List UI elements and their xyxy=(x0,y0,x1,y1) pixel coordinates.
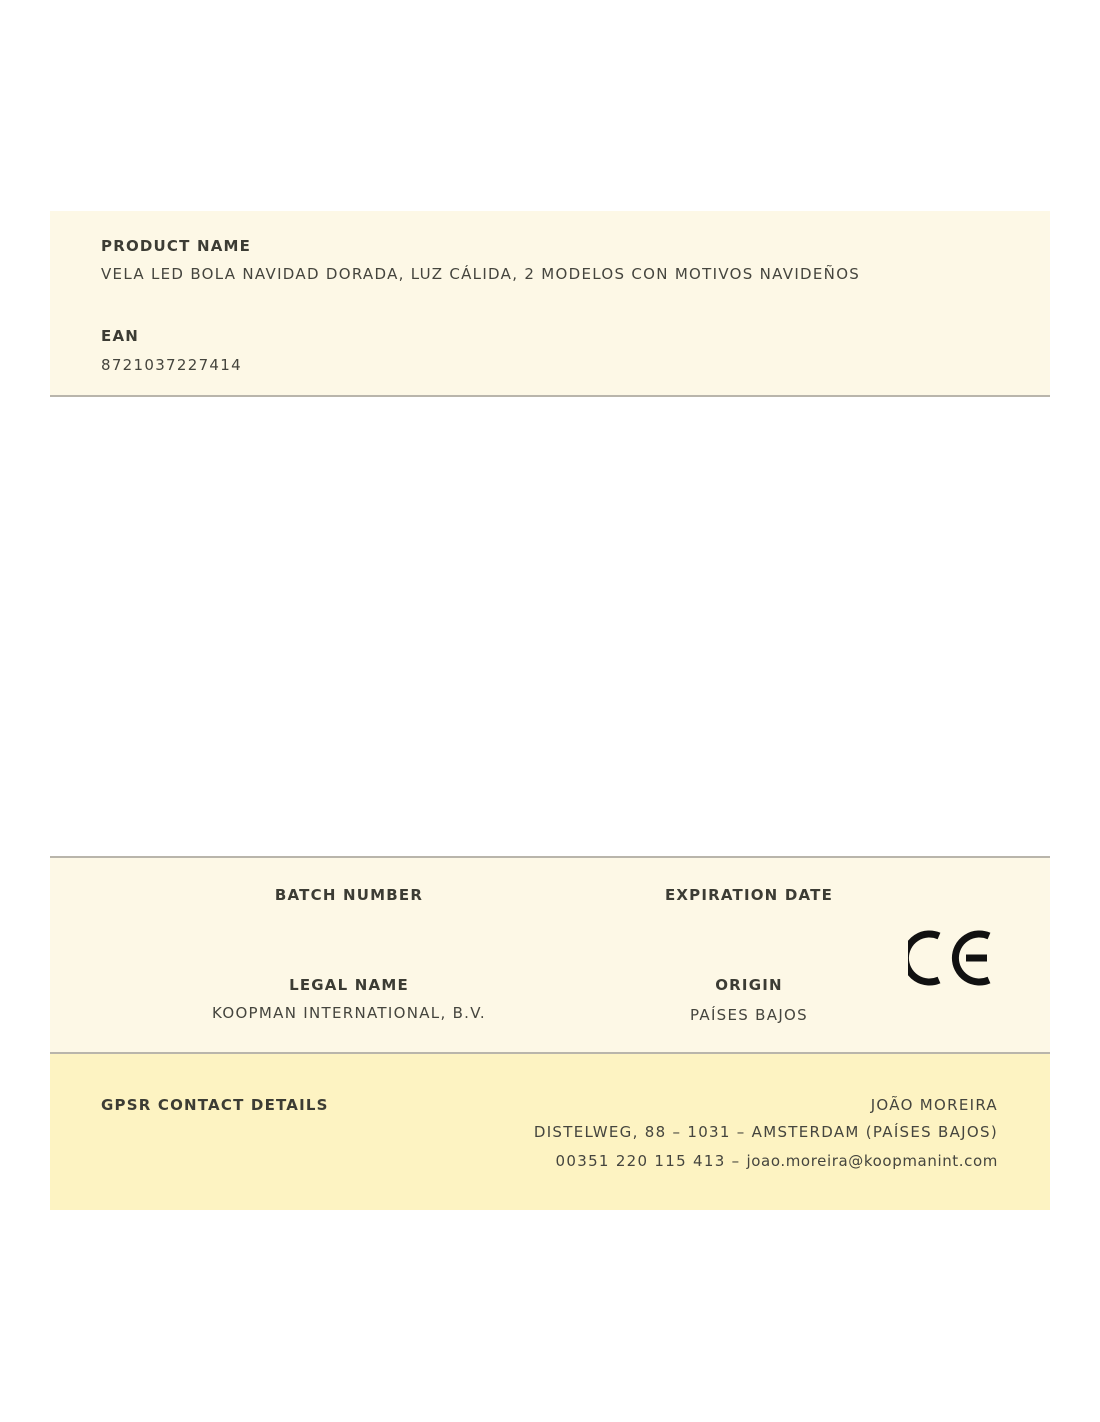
contact-separator: – xyxy=(725,1152,747,1170)
batch-number-label: BATCH NUMBER xyxy=(274,886,424,904)
product-info-panel xyxy=(50,211,1050,397)
contact-address: DISTELWEG, 88 – 1031 – AMSTERDAM (PAÍSES BAJOS) xyxy=(533,1123,998,1141)
product-name-label: PRODUCT NAME xyxy=(101,237,252,255)
legal-name-value: KOOPMAN INTERNATIONAL, B.V. xyxy=(212,1004,486,1022)
ce-mark-icon xyxy=(908,928,992,988)
legal-name-label: LEGAL NAME xyxy=(289,976,409,994)
gpsr-contact-panel xyxy=(50,1054,1050,1210)
origin-value: PAÍSES BAJOS xyxy=(690,1006,808,1024)
gpsr-contact-label: GPSR CONTACT DETAILS xyxy=(101,1096,329,1114)
ean-value: 8721037227414 xyxy=(101,356,242,374)
contact-email[interactable]: joao.moreira@koopmanint.com xyxy=(746,1152,998,1170)
product-details-panel xyxy=(50,856,1050,1054)
contact-name: JOÃO MOREIRA xyxy=(870,1096,998,1114)
ean-label: EAN xyxy=(101,327,140,345)
origin-label: ORIGIN xyxy=(715,976,783,994)
expiration-date-label: EXPIRATION DATE xyxy=(664,886,834,904)
contact-phone: 00351 220 115 413 xyxy=(555,1152,726,1170)
product-name-value: VELA LED BOLA NAVIDAD DORADA, LUZ CÁLIDA, 2 MODELOS CON MOTIVOS NAVIDEÑOS xyxy=(101,265,861,283)
contact-phone-email xyxy=(556,1152,998,1170)
